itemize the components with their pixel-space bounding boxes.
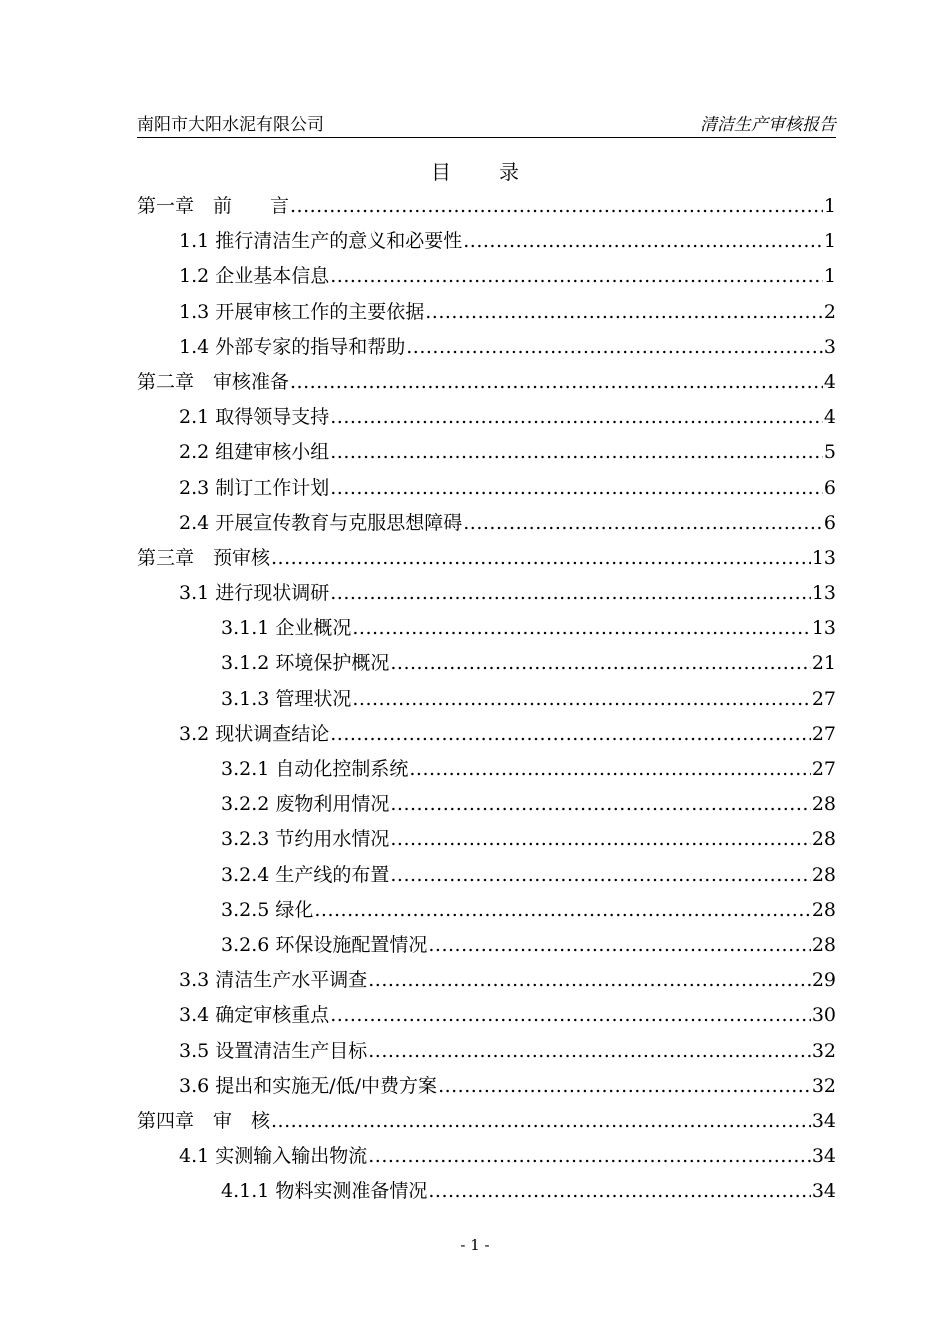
toc-entry-page: 13 xyxy=(811,546,836,569)
toc-dot-leader xyxy=(352,682,810,717)
header-report-title: 清洁生产审核报告 xyxy=(700,115,836,135)
toc-entry-page: 28 xyxy=(811,828,836,851)
toc-entry[interactable] xyxy=(137,1104,836,1139)
toc-entry-label: 2.3 制订工作计划 xyxy=(179,476,330,499)
toc-entry[interactable] xyxy=(137,471,836,506)
toc-entry[interactable] xyxy=(137,435,836,470)
toc-entry-page: 27 xyxy=(811,758,836,780)
toc-entry[interactable] xyxy=(137,752,836,787)
toc-entry-page: 32 xyxy=(811,1074,836,1097)
toc-entry[interactable] xyxy=(137,646,836,681)
toc-entry[interactable] xyxy=(137,541,836,576)
toc-entry-label: 2.1 取得领导支持 xyxy=(179,406,330,429)
toc-entry-label: 3.1 进行现状调研 xyxy=(179,582,330,605)
toc-entry-label: 3.3 清洁生产水平调查 xyxy=(179,969,368,992)
toc-dot-leader xyxy=(290,365,823,400)
toc-entry-page: 6 xyxy=(823,476,836,499)
toc-entry-page: 13 xyxy=(811,617,836,640)
table-of-contents xyxy=(137,189,836,1209)
toc-entry-label: 2.2 组建审核小组 xyxy=(179,441,330,464)
toc-entry[interactable] xyxy=(137,717,836,752)
toc-entry[interactable] xyxy=(137,224,836,259)
toc-title-char: 目 xyxy=(431,160,451,184)
toc-dot-leader xyxy=(368,1034,811,1069)
toc-title-char: 录 xyxy=(499,160,519,184)
toc-entry-page: 30 xyxy=(811,1004,836,1027)
toc-entry-page: 1 xyxy=(823,230,836,253)
toc-entry-page: 5 xyxy=(823,441,836,464)
toc-entry[interactable] xyxy=(137,1034,836,1069)
toc-entry-label: 3.2.2 废物利用情况 xyxy=(221,793,390,816)
toc-entry[interactable] xyxy=(137,330,836,365)
toc-entry[interactable] xyxy=(137,1174,836,1209)
toc-entry-page: 34 xyxy=(811,1109,836,1132)
toc-entry-label: 3.4 确定审核重点 xyxy=(179,1004,330,1027)
toc-dot-leader xyxy=(390,858,810,893)
toc-entry[interactable] xyxy=(137,998,836,1033)
toc-dot-leader xyxy=(438,1069,811,1104)
toc-entry[interactable] xyxy=(137,963,836,998)
toc-entry[interactable] xyxy=(137,576,836,611)
toc-entry-page: 28 xyxy=(811,933,836,956)
toc-title xyxy=(0,157,950,187)
toc-entry[interactable] xyxy=(137,611,836,646)
toc-entry-page: 13 xyxy=(811,582,836,605)
toc-dot-leader xyxy=(390,646,810,681)
toc-entry[interactable] xyxy=(137,928,836,963)
toc-entry[interactable] xyxy=(137,506,836,541)
toc-entry-page: 28 xyxy=(811,863,836,886)
toc-entry[interactable] xyxy=(137,682,836,717)
toc-entry-page: 2 xyxy=(823,300,836,323)
toc-entry-label: 3.1.3 管理状况 xyxy=(221,687,352,710)
page-number: - 1 - xyxy=(460,1236,490,1254)
toc-dot-leader xyxy=(463,506,823,541)
toc-dot-leader xyxy=(271,541,811,576)
toc-dot-leader xyxy=(330,259,823,294)
toc-entry-label: 3.1.2 环境保护概况 xyxy=(221,652,390,675)
toc-dot-leader xyxy=(352,611,810,646)
toc-entry[interactable] xyxy=(137,400,836,435)
toc-dot-leader xyxy=(425,295,823,330)
toc-dot-leader xyxy=(330,435,823,470)
toc-entry-page: 28 xyxy=(811,898,836,921)
toc-dot-leader xyxy=(463,224,823,259)
toc-entry-label: 第二章 审核准备 xyxy=(137,370,290,393)
toc-entry-label: 3.2.6 环保设施配置情况 xyxy=(221,933,428,956)
toc-entry-page: 34 xyxy=(811,1145,836,1168)
toc-entry-label: 3.2.3 节约用水情况 xyxy=(221,828,390,851)
toc-dot-leader xyxy=(290,189,823,224)
toc-entry[interactable] xyxy=(137,295,836,330)
toc-dot-leader xyxy=(271,1104,811,1139)
toc-entry-label: 4.1.1 物料实测准备情况 xyxy=(221,1180,428,1203)
toc-entry-label: 3.6 提出和实施无/低/中费方案 xyxy=(179,1074,438,1097)
toc-entry-page: 4 xyxy=(823,406,836,429)
toc-dot-leader xyxy=(314,893,810,928)
toc-entry-label: 1.4 外部专家的指导和帮助 xyxy=(179,335,406,358)
toc-entry[interactable] xyxy=(137,365,836,400)
toc-entry-label: 3.2.4 生产线的布置 xyxy=(221,863,390,886)
toc-entry-page: 27 xyxy=(811,687,836,710)
toc-dot-leader xyxy=(330,576,811,611)
toc-entry-page: 6 xyxy=(823,511,836,534)
toc-entry-page: 34 xyxy=(811,1180,836,1203)
toc-dot-leader xyxy=(368,1139,811,1174)
toc-entry-label: 4.1 实测输入输出物流 xyxy=(179,1145,368,1168)
toc-entry[interactable] xyxy=(137,1069,836,1104)
toc-dot-leader xyxy=(390,822,810,857)
toc-entry-page: 3 xyxy=(823,335,836,358)
toc-entry-page: 29 xyxy=(811,969,836,992)
toc-dot-leader xyxy=(330,717,811,752)
toc-entry-label: 2.4 开展宣传教育与克服思想障碍 xyxy=(179,511,463,534)
toc-entry-label: 3.2 现状调查结论 xyxy=(179,722,330,745)
toc-entry-label: 第一章 前 言 xyxy=(137,195,290,217)
toc-entry-label: 3.1.1 企业概况 xyxy=(221,617,352,640)
toc-dot-leader xyxy=(428,928,810,963)
toc-entry-page: 28 xyxy=(811,793,836,816)
toc-entry-label: 1.1 推行清洁生产的意义和必要性 xyxy=(179,230,463,253)
toc-dot-leader xyxy=(406,330,823,365)
toc-entry[interactable] xyxy=(137,787,836,822)
toc-entry-label: 第四章 审 核 xyxy=(137,1109,271,1132)
toc-entry-label: 3.2.5 绿化 xyxy=(221,898,314,921)
toc-entry[interactable] xyxy=(137,858,836,893)
toc-entry-label: 1.3 开展审核工作的主要依据 xyxy=(179,300,425,323)
toc-entry-label: 3.2.1 自动化控制系统 xyxy=(221,758,409,780)
toc-dot-leader xyxy=(428,1174,810,1209)
toc-dot-leader xyxy=(330,400,823,435)
toc-entry-page: 4 xyxy=(823,370,836,393)
toc-entry[interactable] xyxy=(137,189,836,224)
toc-entry[interactable] xyxy=(137,259,836,294)
toc-entry-label: 第三章 预审核 xyxy=(137,546,271,569)
toc-entry-page: 1 xyxy=(823,265,836,288)
toc-dot-leader xyxy=(368,963,811,998)
toc-dot-leader xyxy=(390,787,810,822)
toc-entry[interactable] xyxy=(137,1139,836,1174)
toc-entry-page: 32 xyxy=(811,1039,836,1062)
toc-dot-leader xyxy=(330,471,823,506)
toc-entry[interactable] xyxy=(137,822,836,857)
toc-dot-leader xyxy=(409,752,810,787)
header-company: 南阳市大阳水泥有限公司 xyxy=(137,115,324,135)
toc-entry-page: 21 xyxy=(811,652,836,675)
toc-entry[interactable] xyxy=(137,893,836,928)
toc-dot-leader xyxy=(330,998,811,1033)
toc-entry-page: 27 xyxy=(811,722,836,745)
toc-entry-label: 1.2 企业基本信息 xyxy=(179,265,330,288)
toc-entry-label: 3.5 设置清洁生产目标 xyxy=(179,1039,368,1062)
page-header xyxy=(137,113,836,138)
toc-entry-page: 1 xyxy=(823,195,836,217)
